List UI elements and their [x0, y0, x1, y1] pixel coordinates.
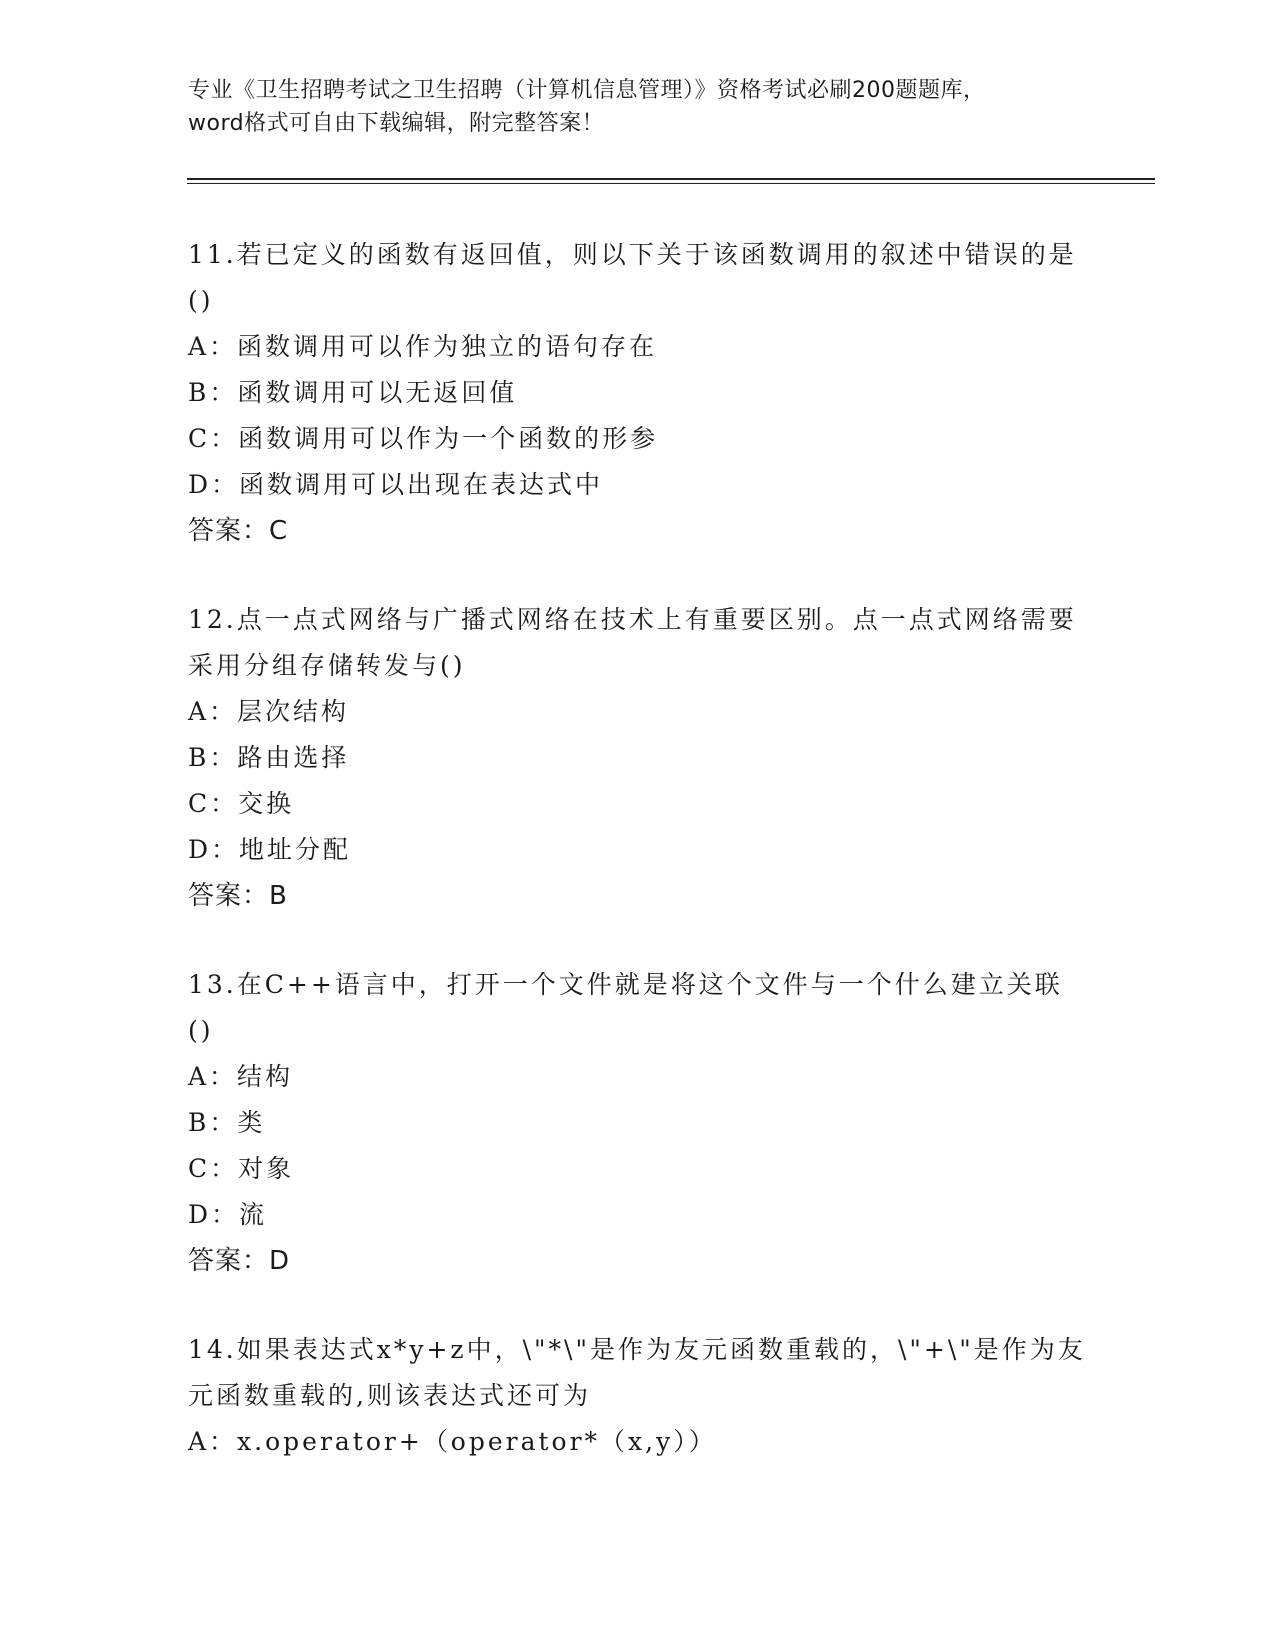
- option-b: B：类: [188, 1108, 266, 1137]
- question-12: [188, 597, 1088, 919]
- question-14: [188, 1327, 1088, 1465]
- option-c: C：函数调用可以作为一个函数的形参: [188, 424, 659, 453]
- option-b: B：函数调用可以无返回值: [188, 378, 518, 407]
- option-c: C：交换: [188, 789, 295, 818]
- answer-line: 答案：C: [188, 516, 289, 546]
- question-11: [188, 232, 1088, 554]
- question-13: [188, 962, 1088, 1284]
- question-stem: 14.如果表达式x*y+z中，\"*\"是作为友元函数重载的，\"+\"是作为友元函数重载的,则该表达式还可为: [188, 1335, 1086, 1410]
- option-c: C：对象: [188, 1154, 295, 1183]
- question-stem: 12.点一点式网络与广播式网络在技术上有重要区别。点一点式网络需要采用分组存储转发与(): [188, 605, 1077, 680]
- option-a: A：函数调用可以作为独立的语句存在: [188, 332, 658, 361]
- document-header: [188, 74, 1088, 140]
- answer-line: 答案：D: [188, 1246, 291, 1276]
- header-title-line-1: 专业《卫生招聘考试之卫生招聘（计算机信息管理）》资格考试必刷200题题库，: [188, 78, 986, 103]
- option-a: A：层次结构: [188, 697, 350, 726]
- answer-line: 答案：B: [188, 881, 288, 911]
- option-d: D：函数调用可以出现在表达式中: [188, 470, 604, 499]
- question-stem: 13.在C++语言中，打开一个文件就是将这个文件与一个什么建立关联(): [188, 970, 1063, 1045]
- question-list: [188, 232, 1088, 1508]
- option-a: A：结构: [188, 1062, 294, 1091]
- option-b: B：路由选择: [188, 743, 350, 772]
- option-d: D：流: [188, 1200, 268, 1229]
- question-stem: 11.若已定义的函数有返回值，则以下关于该函数调用的叙述中错误的是(): [188, 240, 1077, 315]
- option-d: D：地址分配: [188, 835, 352, 864]
- header-divider: [187, 178, 1155, 184]
- option-a: A：x.operator+（operator*（x,y））: [188, 1427, 717, 1456]
- header-title-line-2: word格式可自由下载编辑，附完整答案！: [188, 111, 605, 136]
